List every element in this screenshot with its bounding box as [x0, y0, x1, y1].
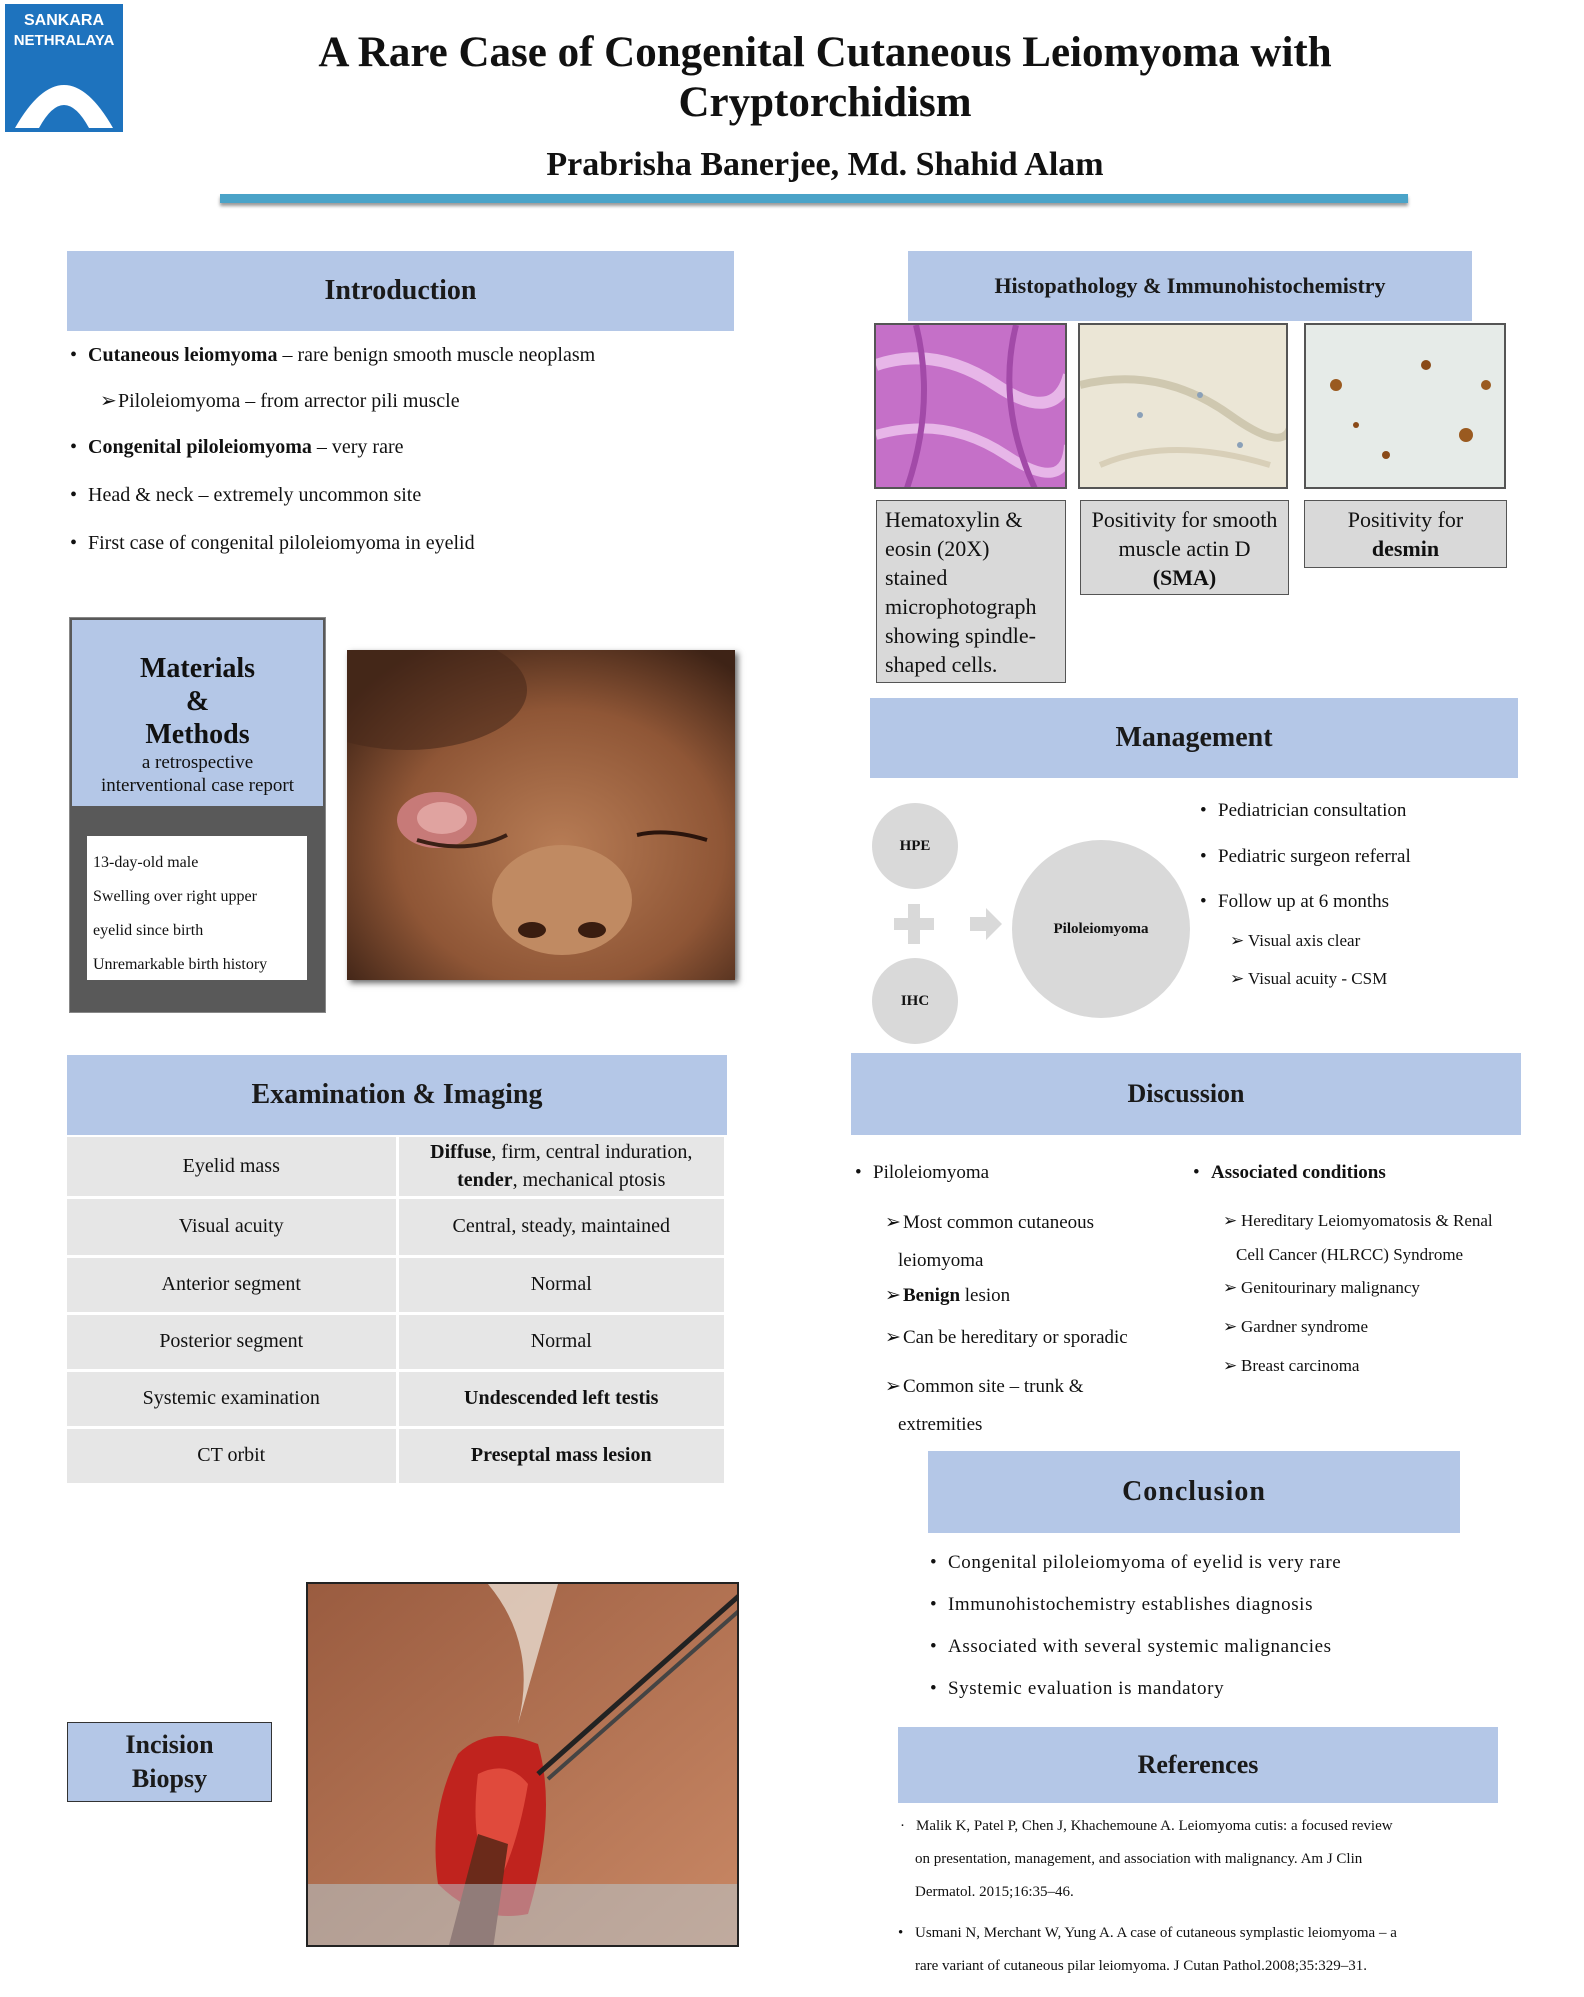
plus-icon: [894, 904, 934, 944]
reference-1a: Malik K, Patel P, Chen J, Khachemoune A. Leiomyoma cutis: a focused review: [916, 1818, 1393, 1834]
exam-value: Undescended left testis: [397, 1370, 726, 1427]
mgmt-b1-text: Pediatrician consultation: [1218, 800, 1407, 821]
biopsy-label-2: Biopsy: [131, 1764, 208, 1793]
desmin-caption-bold: desmin: [1371, 536, 1440, 561]
disc-r2-text: Genitourinary malignancy: [1241, 1278, 1420, 1297]
mgmt-b2-text: Pediatric surgeon referral: [1218, 846, 1411, 867]
reference-2b: rare variant of cutaneous pilar leiomyoma. J Cutan Pathol.2008;35:329–31.: [915, 1958, 1367, 1974]
disc-l1: ➢ Most common cutaneous: [885, 1212, 1095, 1233]
reference-2a: Usmani N, Merchant W, Yung A. A case of cutaneous symplastic leiomyoma – a: [915, 1925, 1397, 1941]
disc-r4: ➢ Breast carcinoma: [1223, 1356, 1360, 1375]
conclusion-heading: Conclusion: [928, 1451, 1460, 1533]
table-row: [67, 1197, 726, 1256]
conclusion-item: • Associated with several systemic malignancies: [930, 1636, 1332, 1657]
conclusion-item: • Immunohistochemistry establishes diagnosis: [930, 1594, 1314, 1615]
mgmt-s1-text: Visual axis clear: [1248, 931, 1361, 950]
title-rule: [220, 194, 1408, 203]
case-line-3: eyelid since birth: [93, 922, 204, 939]
disc-l3: ➢ Can be hereditary or sporadic: [885, 1327, 1128, 1348]
disc-r4-text: Breast carcinoma: [1241, 1356, 1360, 1375]
arrow-right-icon: [970, 908, 1002, 940]
introduction-list: [70, 344, 750, 580]
table-row: [67, 1313, 726, 1370]
management-heading: Management: [870, 698, 1518, 778]
intro-bullet-2: • Congenital piloleiomyoma – very rare: [70, 436, 404, 458]
exam-label: CT orbit: [67, 1427, 397, 1484]
ihc-circle: IHC: [872, 958, 958, 1044]
conclusion-item: • Systemic evaluation is mandatory: [930, 1678, 1225, 1699]
intro-b1-bold: Cutaneous leiomyoma: [88, 344, 278, 366]
table-row: [67, 1370, 726, 1427]
disc-l4a: Common site – trunk &: [903, 1376, 1084, 1397]
management-list: [1200, 800, 1540, 1007]
case-details: [87, 836, 307, 980]
materials-box: [69, 617, 326, 1013]
materials-header: [72, 620, 323, 806]
intro-b1-rest: – rare benign smooth muscle neoplasm: [277, 344, 596, 366]
disc-r1b: Cell Cancer (HLRCC) Syndrome: [1236, 1245, 1464, 1264]
biopsy-surgery-image: [308, 1584, 739, 1947]
mgmt-bullet-3: • Follow up at 6 months: [1200, 891, 1390, 912]
exam-value: Central, steady, maintained: [397, 1197, 726, 1256]
disc-l4: ➢ Common site – trunk &: [885, 1376, 1084, 1397]
exam-value-bold-2: tender: [457, 1169, 513, 1192]
conclusion-item-text: Associated with several systemic malignancies: [948, 1636, 1332, 1657]
disc-r1a: Hereditary Leiomyomatosis & Renal: [1241, 1211, 1493, 1230]
exam-label: Visual acuity: [67, 1197, 397, 1256]
disc-l1b: leiomyoma: [898, 1250, 984, 1271]
conclusion-item: • Congenital piloleiomyoma of eyelid is very rare: [930, 1552, 1342, 1573]
hpe-circle: HPE: [872, 803, 958, 889]
disc-l3-text: Can be hereditary or sporadic: [903, 1327, 1128, 1348]
title-line-1: A Rare Case of Congenital Cutaneous Leiomyoma with: [318, 29, 1332, 76]
reference-1-line-1: [898, 1810, 1498, 1843]
disc-l4b: extremities: [898, 1414, 983, 1435]
materials-subtitle-1: a retrospective: [141, 752, 254, 773]
biopsy-label: [67, 1722, 272, 1802]
histo-heading: Histopathology & Immunohistochemistry: [908, 251, 1472, 321]
disc-r3: ➢ Gardner syndrome: [1223, 1317, 1368, 1336]
sma-caption-text: Positivity for smooth muscle actin D: [1091, 507, 1278, 561]
reference-1b: on presentation, management, and association with malignancy. Am J Clin: [915, 1851, 1363, 1867]
discussion-left: [855, 1162, 1185, 1444]
exam-value: [397, 1137, 726, 1197]
authors: Prabrisha Banerjee, Md. Shahid Alam: [546, 146, 1104, 183]
exam-label: Systemic examination: [67, 1370, 397, 1427]
disc-right-title-text: Associated conditions: [1211, 1162, 1386, 1183]
conclusion-item-text: Systemic evaluation is mandatory: [948, 1678, 1225, 1699]
biopsy-label-1: Incision: [125, 1730, 214, 1759]
intro-b3-text: Head & neck – extremely uncommon site: [88, 484, 422, 506]
case-line-1: 13-day-old male: [93, 854, 199, 871]
bullet-icon: •: [898, 1925, 904, 1941]
examination-table: [67, 1137, 727, 1486]
intro-bullet-4: • First case of congenital piloleiomyoma in eyelid: [70, 532, 475, 554]
intro-bullet-3: • Head & neck – extremely uncommon site: [70, 484, 422, 506]
introduction-heading: Introduction: [67, 251, 734, 331]
references-list: [898, 1810, 1498, 1983]
sma-stain-micrograph: [1080, 325, 1288, 489]
biopsy-photo: [306, 1582, 739, 1947]
exam-value-rest-2: , mechanical ptosis: [512, 1169, 666, 1192]
case-line-4: Unremarkable birth history: [93, 956, 268, 973]
disc-right-title: • Associated conditions: [1193, 1162, 1386, 1183]
discussion-right: [1193, 1162, 1528, 1395]
disc-l2-rest: lesion: [960, 1285, 1011, 1306]
infant-face-image: [347, 650, 735, 980]
logo-eye-icon: [5, 52, 123, 132]
intro-b2-bold: Congenital piloleiomyoma: [88, 436, 312, 458]
case-line-2: Swelling over right upper: [93, 888, 257, 905]
exam-label: Posterior segment: [67, 1313, 397, 1370]
intro-bullet-1: • Cutaneous leiomyoma – rare benign smooth muscle neoplasm: [70, 344, 596, 366]
logo-text-line2: NETHRALAYA: [13, 32, 115, 49]
clinical-photo: [347, 650, 735, 980]
reference-1: [898, 1810, 1498, 1909]
materials-title-2: &: [185, 686, 210, 717]
reference-1c: Dermatol. 2015;16:35–46.: [915, 1884, 1074, 1900]
conclusion-list: [930, 1552, 1490, 1720]
mgmt-bullet-2: • Pediatric surgeon referral: [1200, 846, 1411, 867]
exam-value: Normal: [397, 1313, 726, 1370]
discussion-heading: Discussion: [851, 1053, 1521, 1135]
piloleiomyoma-circle: Piloleiomyoma: [1012, 840, 1190, 1018]
disc-l1a: Most common cutaneous: [903, 1212, 1095, 1233]
mgmt-sub-2: ➢ Visual acuity - CSM: [1230, 969, 1388, 988]
disc-r3-text: Gardner syndrome: [1241, 1317, 1368, 1336]
mgmt-b3-text: Follow up at 6 months: [1218, 891, 1390, 912]
disc-r2: ➢ Genitourinary malignancy: [1223, 1278, 1420, 1297]
desmin-stain-micrograph: [1306, 325, 1506, 489]
intro-sub-text: Piloleiomyoma – from arrector pili muscle: [118, 390, 460, 412]
disc-r1: ➢ Hereditary Leiomyomatosis & Renal: [1223, 1211, 1493, 1230]
conclusion-item-text: Immunohistochemistry establishes diagnosis: [948, 1594, 1314, 1615]
disc-left-title: • Piloleiomyoma: [855, 1162, 990, 1183]
bullet-icon: ·: [900, 1818, 905, 1834]
intro-sub-bullet: ➢Piloleiomyoma – from arrector pili muscle: [100, 390, 460, 412]
disc-l2-bold: Benign: [903, 1285, 961, 1306]
exam-label: Eyelid mass: [67, 1137, 397, 1197]
logo-text-line1: SANKARA: [24, 12, 104, 29]
he-caption: Hematoxylin & eosin (20X) stained microphotograph showing spindle-shaped cells.: [876, 500, 1066, 683]
intro-b4-text: First case of congenital piloleiomyoma in eyelid: [88, 532, 475, 554]
materials-title-3: Methods: [145, 719, 250, 750]
title-line-2: Cryptorchidism: [678, 79, 972, 126]
desmin-caption: [1304, 500, 1507, 568]
desmin-stain-image: [1304, 323, 1506, 489]
references-heading: References: [898, 1727, 1498, 1803]
mgmt-s2-text: Visual acuity - CSM: [1248, 969, 1388, 988]
examination-heading: Examination & Imaging: [67, 1055, 727, 1135]
exam-label: Anterior segment: [67, 1256, 397, 1313]
reference-2: [898, 1917, 1498, 1983]
intro-b2-rest: – very rare: [311, 436, 404, 458]
materials-subtitle-2: interventional case report: [100, 775, 295, 796]
table-row: [67, 1427, 726, 1484]
conclusion-item-text: Congenital piloleiomyoma of eyelid is very rare: [948, 1552, 1342, 1573]
sma-stain-image: [1078, 323, 1288, 489]
mgmt-sub-1: ➢ Visual axis clear: [1230, 931, 1361, 950]
poster-title: [180, 28, 1470, 128]
exam-value-rest-1: , firm, central induration,: [491, 1141, 693, 1164]
exam-value: Normal: [397, 1256, 726, 1313]
he-stain-micrograph: [876, 325, 1067, 489]
exam-value-bold-1: Diffuse: [430, 1141, 492, 1164]
disc-l2: ➢ Benign lesion: [885, 1285, 1011, 1306]
disc-left-title-text: Piloleiomyoma: [873, 1162, 990, 1183]
sma-caption-bold: (SMA): [1152, 565, 1217, 590]
table-row: [67, 1256, 726, 1313]
sma-caption: [1080, 500, 1289, 595]
logo: [5, 4, 123, 132]
desmin-caption-text: Positivity for: [1347, 507, 1464, 532]
he-stain-image: [874, 323, 1067, 489]
exam-value: Preseptal mass lesion: [397, 1427, 726, 1484]
mgmt-bullet-1: • Pediatrician consultation: [1200, 800, 1407, 821]
table-row: [67, 1137, 726, 1197]
materials-title-1: Materials: [139, 653, 256, 684]
reference-2-line-1: [898, 1917, 1498, 1950]
